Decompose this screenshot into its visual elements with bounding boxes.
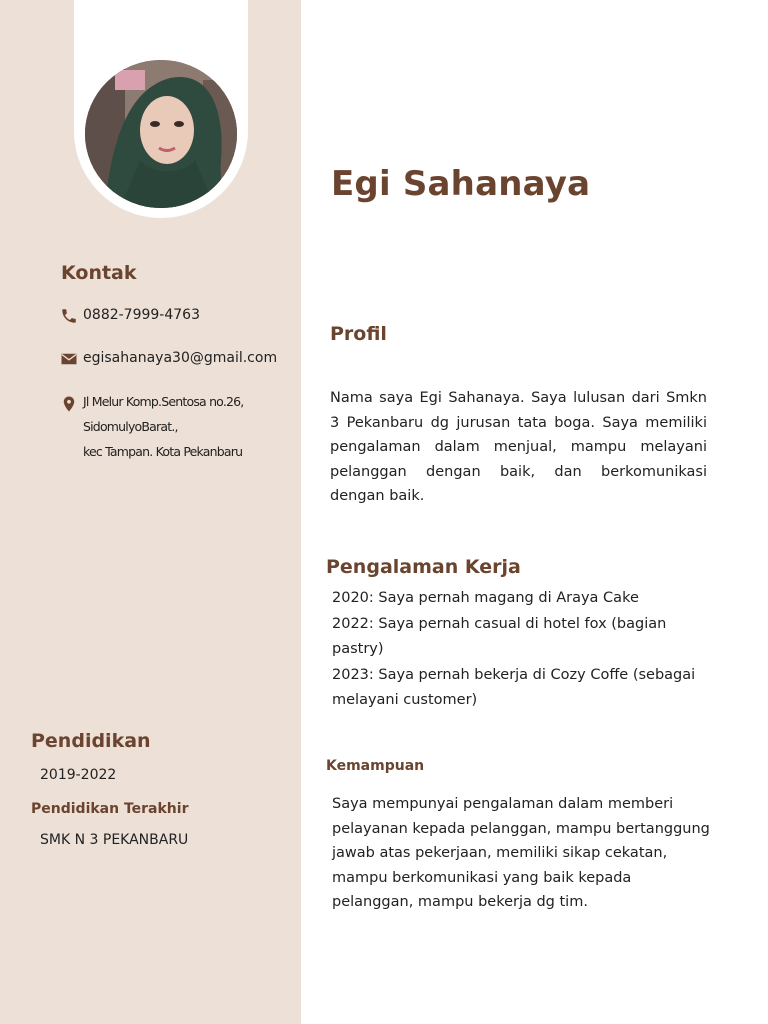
experience-list	[332, 586, 712, 714]
education-heading: Pendidikan	[31, 730, 151, 752]
list-item: 2020: Saya pernah magang di Araya Cake	[332, 590, 639, 606]
education-years: 2019-2022	[40, 767, 117, 783]
profile-text: Nama saya Egi Sahanaya. Saya lulusan dari Smkn 3 Pekanbaru dg jurusan tata boga. Saya memiliki pengalaman dalam menjual, mampu melayani pelanggan dengan baik, dan berkomunikasi dengan baik.	[330, 390, 707, 505]
profile-heading: Profil	[330, 323, 387, 345]
mail-icon	[60, 350, 78, 368]
phone-icon	[60, 307, 78, 325]
address-text	[83, 389, 243, 464]
contact-phone	[60, 307, 200, 325]
contact-address	[60, 389, 243, 464]
contact-heading: Kontak	[61, 262, 137, 284]
contact-email	[60, 350, 277, 368]
list-item: 2022: Saya pernah casual di hotel fox (bagian pastry)	[332, 615, 667, 657]
phone-number: 0882-7999-4763	[83, 307, 200, 323]
address-line: kec Tampan. Kota Pekanbaru	[83, 444, 243, 459]
last-education-heading: Pendidikan Terakhir	[31, 801, 189, 817]
list-item: 2023: Saya pernah bekerja di Cozy Coffe (sebagai melayani customer)	[332, 666, 696, 708]
email-address: egisahanaya30@gmail.com	[83, 350, 278, 366]
address-line: SidomulyoBarat.,	[83, 419, 178, 434]
address-line: Jl Melur Komp.Sentosa no.26,	[83, 394, 244, 409]
education-school: SMK N 3 PEKANBARU	[40, 832, 189, 848]
skills-text: Saya mempunyai pengalaman dalam memberi pelayanan kepada pelanggan, mampu bertanggung jawab atas pekerjaan, memiliki sikap cekatan, mampu berkomunikasi yang baik kepada pelanggan, mampu bekerja dg tim.	[332, 796, 710, 911]
profile-photo	[85, 60, 237, 208]
location-pin-icon	[60, 395, 78, 413]
experience-heading: Pengalaman Kerja	[326, 556, 521, 578]
skills-heading: Kemampuan	[326, 758, 425, 774]
full-name: Egi Sahanaya	[331, 164, 591, 204]
